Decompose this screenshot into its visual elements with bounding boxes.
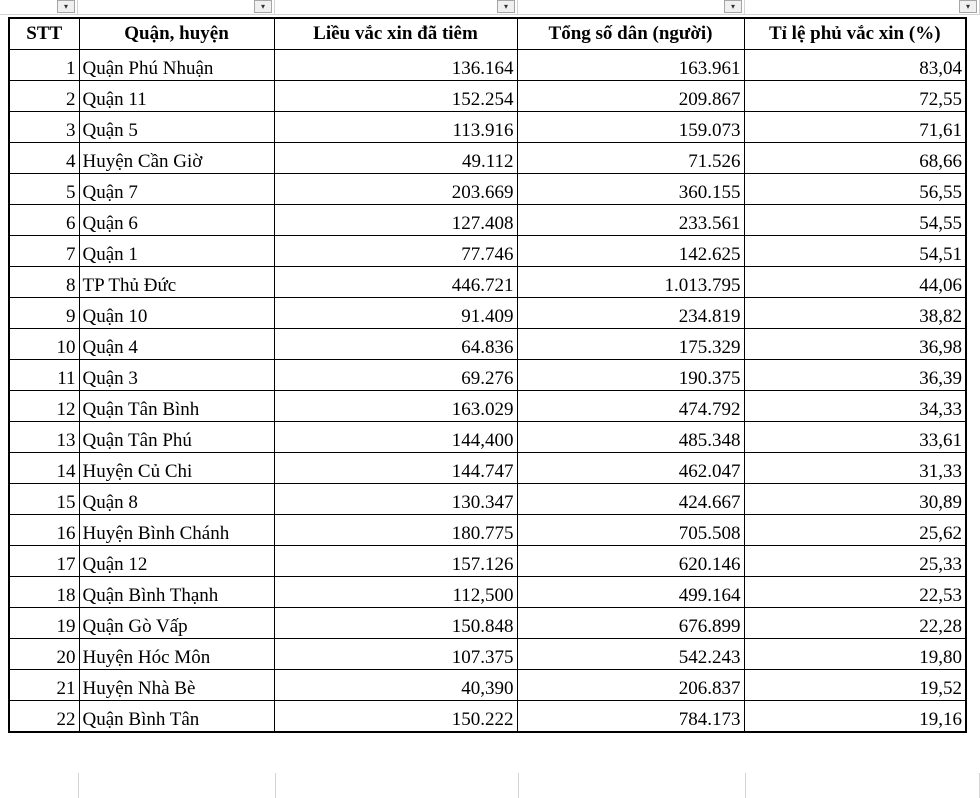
cell-district[interactable]: Huyện Hóc Môn	[79, 639, 274, 670]
cell-population[interactable]: 474.792	[517, 391, 744, 422]
table-row	[9, 360, 966, 391]
filter-cell-stt	[0, 0, 78, 15]
table-row	[9, 422, 966, 453]
cell-coverage[interactable]: 56,55	[744, 174, 966, 205]
cell-coverage[interactable]: 19,16	[744, 701, 966, 733]
cell-stt[interactable]: 16	[9, 515, 79, 546]
cell-population[interactable]: 784.173	[517, 701, 744, 733]
cell-stt[interactable]: 7	[9, 236, 79, 267]
cell-doses[interactable]: 446.721	[274, 267, 517, 298]
filter-dropdown-stt[interactable]: ▾	[57, 0, 75, 13]
cell-district[interactable]: Quận Tân Bình	[79, 391, 274, 422]
cell-population[interactable]: 206.837	[517, 670, 744, 701]
cell-coverage[interactable]: 54,55	[744, 205, 966, 236]
cell-stt[interactable]: 15	[9, 484, 79, 515]
cell-coverage[interactable]: 38,82	[744, 298, 966, 329]
cell-doses[interactable]: 136.164	[274, 50, 517, 81]
table-row	[9, 577, 966, 608]
cell-population[interactable]: 209.867	[517, 81, 744, 112]
cell-population[interactable]: 233.561	[517, 205, 744, 236]
table-row	[9, 236, 966, 267]
cell-coverage[interactable]: 72,55	[744, 81, 966, 112]
cell-coverage[interactable]: 83,04	[744, 50, 966, 81]
table-row	[9, 484, 966, 515]
table-row	[9, 701, 966, 733]
cell-district[interactable]: Quận 11	[79, 81, 274, 112]
cell-district[interactable]: Quận 10	[79, 298, 274, 329]
cell-stt[interactable]: 19	[9, 608, 79, 639]
cell-district[interactable]: Quận 6	[79, 205, 274, 236]
cell-stt[interactable]: 12	[9, 391, 79, 422]
cell-district[interactable]: Quận Bình Tân	[79, 701, 274, 733]
table-row	[9, 267, 966, 298]
filter-dropdown-doses[interactable]: ▾	[497, 0, 515, 13]
cell-population[interactable]: 676.899	[517, 608, 744, 639]
header-doses[interactable]: Liều vắc xin đã tiêm	[274, 18, 517, 50]
cell-coverage[interactable]: 36,98	[744, 329, 966, 360]
table-row	[9, 515, 966, 546]
header-stt[interactable]: STT	[9, 18, 79, 50]
cell-district[interactable]: Quận Gò Vấp	[79, 608, 274, 639]
cell-coverage[interactable]: 22,53	[744, 577, 966, 608]
filter-dropdown-coverage[interactable]: ▾	[959, 0, 977, 13]
cell-doses[interactable]: 152.254	[274, 81, 517, 112]
filter-dropdown-population[interactable]: ▾	[724, 0, 742, 13]
cell-district[interactable]: Huyện Nhà Bè	[79, 670, 274, 701]
cell-doses[interactable]: 40,390	[274, 670, 517, 701]
filter-cell-district	[78, 0, 275, 15]
cell-population[interactable]: 159.073	[517, 112, 744, 143]
cell-stt[interactable]: 14	[9, 453, 79, 484]
header-row	[9, 18, 966, 50]
cell-population[interactable]: 485.348	[517, 422, 744, 453]
cell-coverage[interactable]: 22,28	[744, 608, 966, 639]
cell-district[interactable]: Quận 8	[79, 484, 274, 515]
cell-coverage[interactable]: 19,52	[744, 670, 966, 701]
cell-district[interactable]: Quận 5	[79, 112, 274, 143]
table-row	[9, 546, 966, 577]
cell-doses[interactable]: 107.375	[274, 639, 517, 670]
table-row	[9, 81, 966, 112]
cell-population[interactable]: 71.526	[517, 143, 744, 174]
cell-stt[interactable]: 21	[9, 670, 79, 701]
cell-doses[interactable]: 77.746	[274, 236, 517, 267]
cell-coverage[interactable]: 25,33	[744, 546, 966, 577]
table-row	[9, 205, 966, 236]
cell-population[interactable]: 175.329	[517, 329, 744, 360]
cell-district[interactable]: Huyện Củ Chi	[79, 453, 274, 484]
cell-stt[interactable]: 1	[9, 50, 79, 81]
autofilter-row	[0, 0, 980, 16]
cell-coverage[interactable]: 19,80	[744, 639, 966, 670]
cell-doses[interactable]: 113.916	[274, 112, 517, 143]
cell-district[interactable]: Quận Bình Thạnh	[79, 577, 274, 608]
cell-stt[interactable]: 2	[9, 81, 79, 112]
table-row	[9, 391, 966, 422]
cell-stt[interactable]: 18	[9, 577, 79, 608]
cell-district[interactable]: Huyện Bình Chánh	[79, 515, 274, 546]
cell-coverage[interactable]: 30,89	[744, 484, 966, 515]
grid-cell[interactable]	[0, 773, 79, 798]
cell-doses[interactable]: 69.276	[274, 360, 517, 391]
cell-district[interactable]: Huyện Cần Giờ	[79, 143, 274, 174]
empty-grid-area	[0, 773, 980, 798]
cell-coverage[interactable]: 31,33	[744, 453, 966, 484]
cell-coverage[interactable]: 33,61	[744, 422, 966, 453]
cell-population[interactable]: 234.819	[517, 298, 744, 329]
table-row	[9, 50, 966, 81]
cell-population[interactable]: 142.625	[517, 236, 744, 267]
cell-district[interactable]: Quận 1	[79, 236, 274, 267]
cell-doses[interactable]: 127.408	[274, 205, 517, 236]
cell-stt[interactable]: 8	[9, 267, 79, 298]
cell-stt[interactable]: 6	[9, 205, 79, 236]
cell-district[interactable]: TP Thủ Đức	[79, 267, 274, 298]
filter-cell-doses	[275, 0, 518, 15]
cell-population[interactable]: 424.667	[517, 484, 744, 515]
cell-population[interactable]: 462.047	[517, 453, 744, 484]
cell-doses[interactable]: 112,500	[274, 577, 517, 608]
cell-stt[interactable]: 17	[9, 546, 79, 577]
header-coverage[interactable]: Tỉ lệ phủ vắc xin (%)	[744, 18, 966, 50]
cell-doses[interactable]: 144.747	[274, 453, 517, 484]
table-row	[9, 639, 966, 670]
cell-coverage[interactable]: 68,66	[744, 143, 966, 174]
cell-population[interactable]: 620.146	[517, 546, 744, 577]
cell-stt[interactable]: 13	[9, 422, 79, 453]
cell-district[interactable]: Quận Tân Phú	[79, 422, 274, 453]
header-district[interactable]: Quận, huyện	[79, 18, 274, 50]
cell-district[interactable]: Quận 7	[79, 174, 274, 205]
cell-doses[interactable]: 157.126	[274, 546, 517, 577]
cell-doses[interactable]: 49.112	[274, 143, 517, 174]
cell-doses[interactable]: 144,400	[274, 422, 517, 453]
cell-coverage[interactable]: 34,33	[744, 391, 966, 422]
cell-coverage[interactable]: 54,51	[744, 236, 966, 267]
cell-stt[interactable]: 3	[9, 112, 79, 143]
cell-doses[interactable]: 180.775	[274, 515, 517, 546]
table-row	[9, 143, 966, 174]
cell-population[interactable]: 499.164	[517, 577, 744, 608]
cell-population[interactable]: 360.155	[517, 174, 744, 205]
cell-stt[interactable]: 10	[9, 329, 79, 360]
filter-cell-coverage	[745, 0, 980, 15]
table-row	[9, 670, 966, 701]
cell-doses[interactable]: 64.836	[274, 329, 517, 360]
grid-cell[interactable]	[78, 773, 276, 798]
cell-doses[interactable]: 163.029	[274, 391, 517, 422]
cell-district[interactable]: Quận 12	[79, 546, 274, 577]
table-row	[9, 174, 966, 205]
cell-district[interactable]: Quận Phú Nhuận	[79, 50, 274, 81]
cell-population[interactable]: 542.243	[517, 639, 744, 670]
cell-stt[interactable]: 11	[9, 360, 79, 391]
cell-district[interactable]: Quận 3	[79, 360, 274, 391]
cell-population[interactable]: 1.013.795	[517, 267, 744, 298]
filter-cell-population	[518, 0, 745, 15]
grid-cell[interactable]	[745, 773, 980, 798]
cell-stt[interactable]: 9	[9, 298, 79, 329]
header-population[interactable]: Tổng số dân (người)	[517, 18, 744, 50]
table-row	[9, 608, 966, 639]
cell-coverage[interactable]: 36,39	[744, 360, 966, 391]
table-row	[9, 453, 966, 484]
cell-district[interactable]: Quận 4	[79, 329, 274, 360]
cell-coverage[interactable]: 71,61	[744, 112, 966, 143]
cell-stt[interactable]: 4	[9, 143, 79, 174]
cell-coverage[interactable]: 25,62	[744, 515, 966, 546]
table-row	[9, 298, 966, 329]
cell-doses[interactable]: 91.409	[274, 298, 517, 329]
cell-stt[interactable]: 20	[9, 639, 79, 670]
table-row	[9, 112, 966, 143]
grid-cell[interactable]	[518, 773, 746, 798]
table-row	[9, 329, 966, 360]
cell-doses[interactable]: 150.222	[274, 701, 517, 733]
cell-doses[interactable]: 203.669	[274, 174, 517, 205]
cell-population[interactable]: 705.508	[517, 515, 744, 546]
cell-stt[interactable]: 22	[9, 701, 79, 733]
cell-stt[interactable]: 5	[9, 174, 79, 205]
filter-dropdown-district[interactable]: ▾	[254, 0, 272, 13]
cell-population[interactable]: 163.961	[517, 50, 744, 81]
cell-doses[interactable]: 130.347	[274, 484, 517, 515]
cell-coverage[interactable]: 44,06	[744, 267, 966, 298]
cell-doses[interactable]: 150.848	[274, 608, 517, 639]
grid-cell[interactable]	[275, 773, 519, 798]
cell-population[interactable]: 190.375	[517, 360, 744, 391]
vaccination-table	[8, 17, 967, 733]
